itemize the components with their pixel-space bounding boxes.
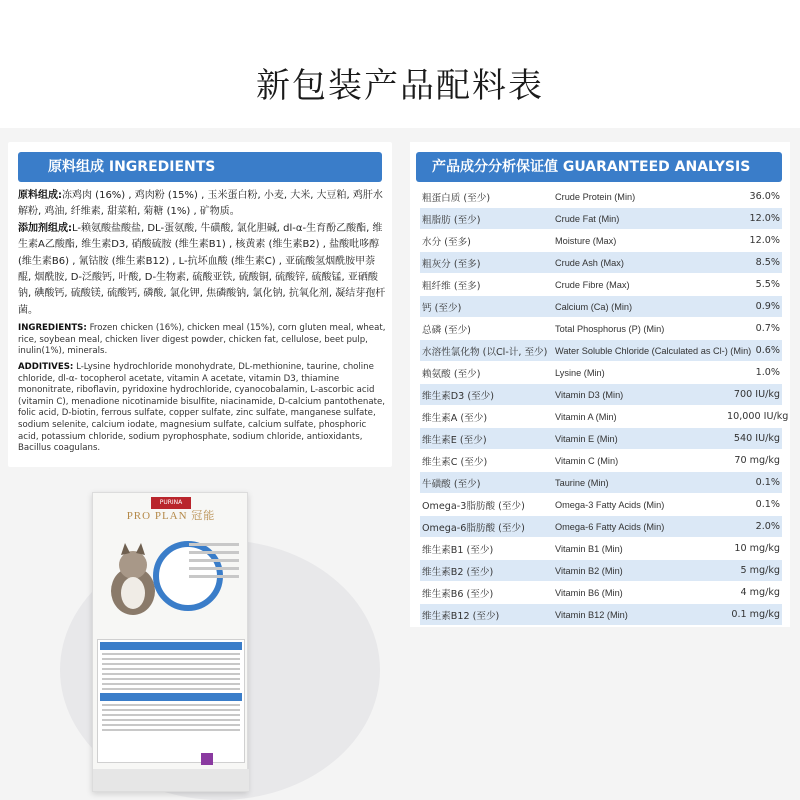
nutrient-value: 0.1%	[755, 499, 780, 510]
nutrient-en-label: Crude Fibre (Max)	[555, 279, 630, 290]
nutrient-value: 2.0%	[755, 521, 780, 532]
cn-raw-label: 原料组成:	[18, 190, 62, 201]
nutrient-en-label: Omega-6 Fatty Acids (Min)	[555, 521, 665, 532]
nutrient-cn-label: 粗脂肪 (至少)	[422, 214, 481, 226]
en-raw-label: INGREDIENTS:	[18, 323, 87, 334]
nutrient-en-label: Moisture (Max)	[555, 235, 617, 246]
analysis-row	[420, 340, 782, 362]
analysis-row	[420, 208, 782, 230]
nutrient-en-label: Omega-3 Fatty Acids (Min)	[555, 499, 665, 510]
nutrient-value: 10,000 IU/kg	[727, 411, 789, 422]
en-add-text: L-Lysine hydrochloride monohydrate, DL-methionine, taurine, choline chloride, dl-α- tocopherol acetate, vitamin A acetate, vitamin D3, thiamine mononitrate, riboflavin, pyridoxine hydrochloride, cyanocobalamin, L-ascorbic acid (vitamin C), menadione nicotinamide bisulfite, niacinamide, D-calcium pantothenate, folic acid, D-biotin, ferrous sulfate, copper sulfate, zinc sulfate, manganese sulfate, sodium selenite, calcium iodate, magnesium sulfate, calcium sulfate, phosphoric acid, potassium chloride, sodium pyrophosphate, sodium chloride, antioxidants, Bacillus coagulans.	[18, 362, 386, 454]
cn-add-label: 添加剂组成:	[18, 222, 72, 234]
analysis-row	[420, 318, 782, 340]
nutrient-value: 0.7%	[755, 323, 780, 334]
analysis-row	[420, 516, 782, 538]
en-ingredients	[18, 323, 386, 358]
analysis-row	[420, 230, 782, 252]
nutrient-cn-label: 赖氨酸 (至少)	[422, 368, 481, 380]
nutrient-en-label: Taurine (Min)	[555, 477, 609, 488]
analysis-table	[420, 186, 789, 626]
nutrient-value: 540 IU/kg	[733, 433, 780, 444]
nutrient-cn-label: 维生素D3 (至少)	[422, 390, 494, 402]
analysis-row	[420, 604, 782, 626]
nutrient-value: 1.0%	[755, 367, 780, 378]
analysis-row	[420, 494, 782, 516]
analysis-panel	[410, 142, 790, 627]
cn-raw-materials	[18, 188, 386, 221]
nutrient-value: 70 mg/kg	[734, 455, 780, 466]
nutrient-value: 12.0%	[749, 213, 780, 224]
analysis-row	[420, 186, 782, 208]
nutrient-value: 8.5%	[755, 257, 780, 268]
en-add-label: ADDITIVES:	[18, 362, 74, 373]
analysis-row	[420, 538, 782, 560]
nutrient-cn-label: 维生素B1 (至少)	[422, 544, 494, 556]
nutrient-cn-label: 维生素B6 (至少)	[422, 588, 494, 600]
nutrient-en-label: Vitamin C (Min)	[555, 455, 619, 466]
nutrient-cn-label: 维生素A (至少)	[422, 412, 488, 424]
nutrient-cn-label: 维生素B2 (至少)	[422, 566, 494, 578]
nutrient-en-label: Vitamin B6 (Min)	[555, 587, 623, 598]
nutrient-cn-label: 牛磺酸 (至少)	[422, 478, 481, 490]
nutrient-en-label: Calcium (Ca) (Min)	[555, 301, 633, 312]
nutrient-cn-label: 维生素B12 (至少)	[422, 610, 500, 622]
nutrient-cn-label: 粗纤维 (至多)	[422, 280, 481, 292]
nutrient-value: 0.1 mg/kg	[731, 609, 780, 620]
nutrient-cn-label: 粗灰分 (至多)	[422, 258, 481, 270]
nutrient-value: 0.6%	[755, 345, 780, 356]
nutrient-cn-label: 总磷 (至少)	[422, 324, 471, 336]
ingredients-header: 原料组成 INGREDIENTS	[18, 152, 382, 182]
analysis-row	[420, 450, 782, 472]
nutrient-value: 5.5%	[755, 279, 780, 290]
analysis-row	[420, 406, 789, 428]
analysis-row	[420, 472, 782, 494]
analysis-row	[420, 252, 782, 274]
nutrient-value: 0.1%	[755, 477, 780, 488]
analysis-row	[420, 296, 782, 318]
nutrient-cn-label: 水分 (至多)	[422, 236, 471, 248]
nutrient-en-label: Crude Fat (Min)	[555, 213, 620, 224]
nutrient-value: 12.0%	[749, 235, 780, 246]
purina-logo: PURINA	[151, 497, 191, 509]
bag-nutrition-panel	[97, 639, 245, 763]
page-title: 新包装产品配料表	[256, 66, 544, 106]
nutrient-value: 36.0%	[749, 191, 780, 202]
nutrient-cn-label: 钙 (至少)	[422, 302, 462, 314]
nutrient-value: 10 mg/kg	[734, 543, 780, 554]
analysis-row	[420, 362, 782, 384]
nutrient-cn-label: 粗蛋白质 (至少)	[422, 192, 491, 204]
nutrient-cn-label: 维生素C (至少)	[422, 456, 488, 468]
nutrient-en-label: Vitamin A (Min)	[555, 411, 617, 422]
nutrient-value: 700 IU/kg	[733, 389, 780, 400]
ingredients-panel	[8, 142, 392, 467]
cn-add-text: L-赖氨酸盐酸盐, DL-蛋氨酸, 牛磺酸, 氯化胆碱, dl-α-生育酚乙酸酯, 维生素A乙酸酯, 维生素D3, 硝酸硫胺 (维生素B1) , 核黄素 (维生素B2) , 盐酸吡哆醇 (维生素B6) , 氰钴胺 (维生素B12) , L-抗坏血酸 (维生素C) , 亚硫酸氢烟酰胺甲萘醌, 烟酰胺, D-泛酸钙, 叶酸, D-生物素, 硫酸亚铁, 硫酸铜, 硫酸锌, 硫酸锰, 亚硒酸钠, 碘酸钙, 硫酸镁, 硫酸钙, 磷酸, 氯化钾, 焦磷酸钠, 氯化钠, 抗氧化剂, 凝结芽孢杆菌。	[18, 222, 386, 316]
nutrient-en-label: Crude Protein (Min)	[555, 191, 636, 202]
analysis-row	[420, 560, 782, 582]
nutrient-en-label: Vitamin D3 (Min)	[555, 389, 624, 400]
nutrient-cn-label: 水溶性氯化物 (以Cl-计, 至少)	[422, 346, 548, 358]
analysis-row	[420, 384, 782, 406]
nutrient-cn-label: 维生素E (至少)	[422, 434, 487, 446]
en-additives	[18, 362, 386, 455]
nutrient-en-label: Vitamin E (Min)	[555, 433, 618, 444]
bag-badge-icon	[201, 753, 213, 765]
analysis-row	[420, 428, 782, 450]
nutrient-en-label: Lysine (Min)	[555, 367, 605, 378]
bag-barcode-strip	[93, 769, 249, 791]
nutrient-en-label: Vitamin B1 (Min)	[555, 543, 623, 554]
nutrient-en-label: Crude Ash (Max)	[555, 257, 624, 268]
cn-raw-text: 冻鸡肉 (16%) , 鸡肉粉 (15%) , 玉米蛋白粉, 小麦, 大米, 大豆粕, 鸡肝水解粉, 鸡油, 纤维素, 甜菜粕, 菊糖 (1%) , 矿物质。	[18, 190, 383, 218]
nutrient-cn-label: Omega-3脂肪酸 (至少)	[422, 500, 525, 512]
bag-text-lines	[189, 543, 239, 583]
nutrient-value: 0.9%	[755, 301, 780, 312]
cn-additives	[18, 221, 386, 319]
analysis-row	[420, 274, 782, 296]
product-bag-image	[92, 492, 248, 792]
nutrient-en-label: Vitamin B2 (Min)	[555, 565, 623, 576]
nutrient-cn-label: Omega-6脂肪酸 (至少)	[422, 522, 525, 534]
ingredients-body	[18, 188, 386, 455]
analysis-header: 产品成分分析保证值 GUARANTEED ANALYSIS	[416, 152, 782, 182]
en-raw-text: Frozen chicken (16%), chicken meal (15%), corn gluten meal, wheat, rice, soybean meal, chicken liver digest powder, chicken fat, cellulose, beet pulp, inulin(1%), minerals.	[18, 323, 386, 357]
nutrient-en-label: Vitamin B12 (Min)	[555, 609, 628, 620]
proplan-logo: PRO PLAN 冠能	[126, 510, 216, 522]
analysis-row	[420, 582, 782, 604]
nutrient-en-label: Water Soluble Chloride (Calculated as Cl-) (Min)	[555, 345, 752, 356]
nutrient-en-label: Total Phosphorus (P) (Min)	[555, 323, 665, 334]
nutrient-value: 5 mg/kg	[740, 565, 780, 576]
nutrient-value: 4 mg/kg	[740, 587, 780, 598]
